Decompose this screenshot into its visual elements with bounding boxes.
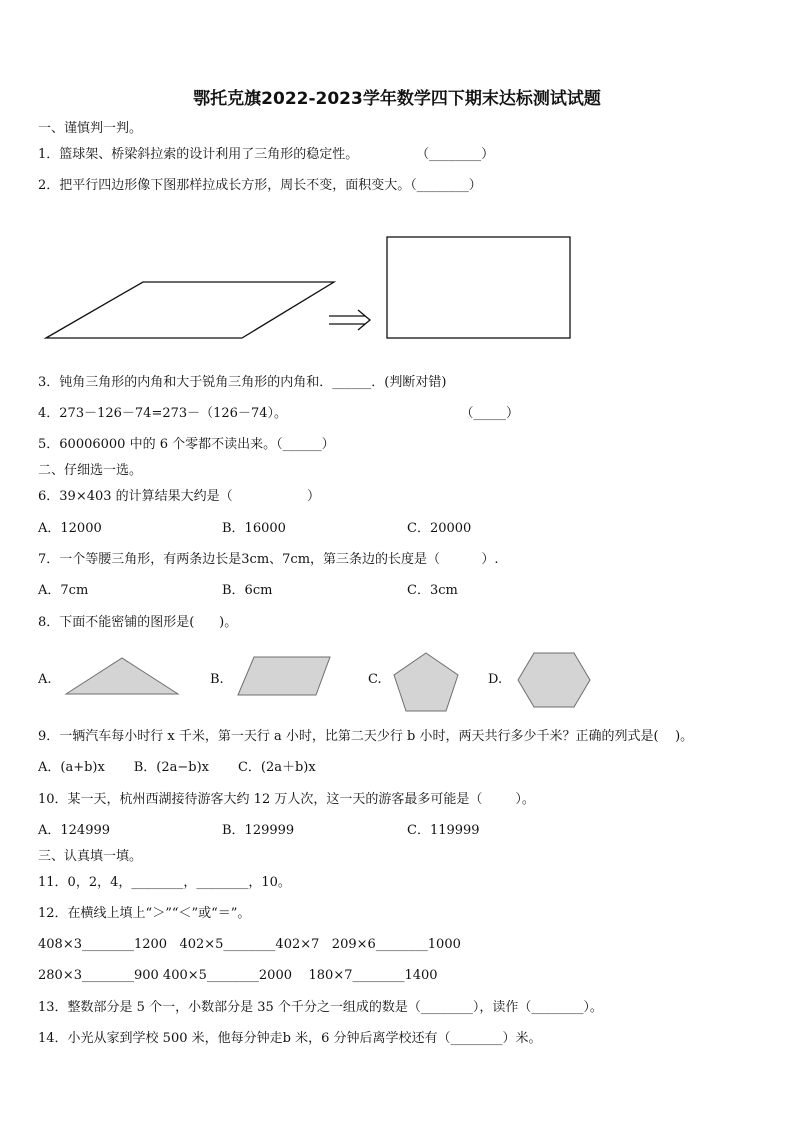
question-9: 9．一辆汽车每小时行 x 千米，第一天行 a 小时，比第二天少行 b 小时，两天共行多少千米？正确的列式是( )。 [38,729,694,744]
q6-option-b: B．16000 [222,521,286,536]
question-1: 1．篮球架、桥梁斜拉索的设计利用了三角形的稳定性。 （________） [38,147,495,162]
question-3: 3．钝角三角形的内角和大于锐角三角形的内角和．______．(判断对错) [38,375,447,390]
question-6: 6．39×403 的计算结果大约是（ ） [38,489,321,504]
rectangle-shape [387,237,570,338]
double-arrow-icon [329,310,370,330]
question-14: 14．小光从家到学校 500 米，他每分钟走b 米，6 分钟后离学校还有（________）米。 [38,1031,542,1046]
q8-label-b: B. [210,672,224,687]
question-2: 2．把平行四边形像下图那样拉成长方形，周长不变，面积变大。（________） [38,178,482,193]
section-2-heading: 二、仔细选一选。 [38,463,143,478]
q6-option-c: C．20000 [407,521,472,536]
pentagon-shape [392,651,460,713]
question-5: 5．60006000 中的 6 个零都不读出来。（______） [38,437,335,452]
q12-row-1: 408×3________1200 402×5________402×7 209×6________1000 [38,937,461,952]
parallelogram-to-rectangle-figure [40,230,580,345]
question-10: 10．某一天，杭州西湖接待游客大约 12 万人次，这一天的游客最多可能是（ ）。 [38,792,535,807]
parallelogram-option-shape [236,655,332,697]
hexagon-shape [516,651,592,709]
question-12: 12．在横线上填上“＞”“＜”或“＝”。 [38,906,251,921]
q10-option-c: C．119999 [407,823,480,838]
question-13: 13．整数部分是 5 个一，小数部分是 35 个千分之一组成的数是（________），读作（________）。 [38,1000,603,1015]
q8-label-a: A. [38,672,52,687]
q12-row-2: 280×3________900 400×5________2000 180×7________1400 [38,968,438,983]
q7-option-b: B．6cm [222,583,273,598]
q10-option-a: A．124999 [38,823,111,838]
question-4: 4．273－126－74=273－（126－74）。 （_____） [38,406,520,421]
section-1-heading: 一、谨慎判一判。 [38,121,143,136]
q9-options: A．(a+b)x B．(2a−b)x C．(2a＋b)x [38,760,316,775]
q8-label-c: C. [368,672,382,687]
q10-option-b: B．129999 [222,823,295,838]
triangle-shape [64,656,180,696]
page-title: 鄂托克旗2022-2023学年数学四下期末达标测试试题 [193,89,601,109]
question-7: 7．一个等腰三角形，有两条边长是3cm、7cm，第三条边的长度是（ ）. [38,552,499,567]
question-11: 11．0，2，4，________，________，10。 [38,875,291,890]
question-8: 8．下面不能密铺的图形是( )。 [38,615,238,630]
q7-option-a: A．7cm [38,583,89,598]
q7-option-c: C．3cm [407,583,458,598]
q6-option-a: A．12000 [38,521,102,536]
q8-label-d: D. [488,672,503,687]
parallelogram-shape [46,282,334,338]
section-3-heading: 三、认真填一填。 [38,849,143,864]
